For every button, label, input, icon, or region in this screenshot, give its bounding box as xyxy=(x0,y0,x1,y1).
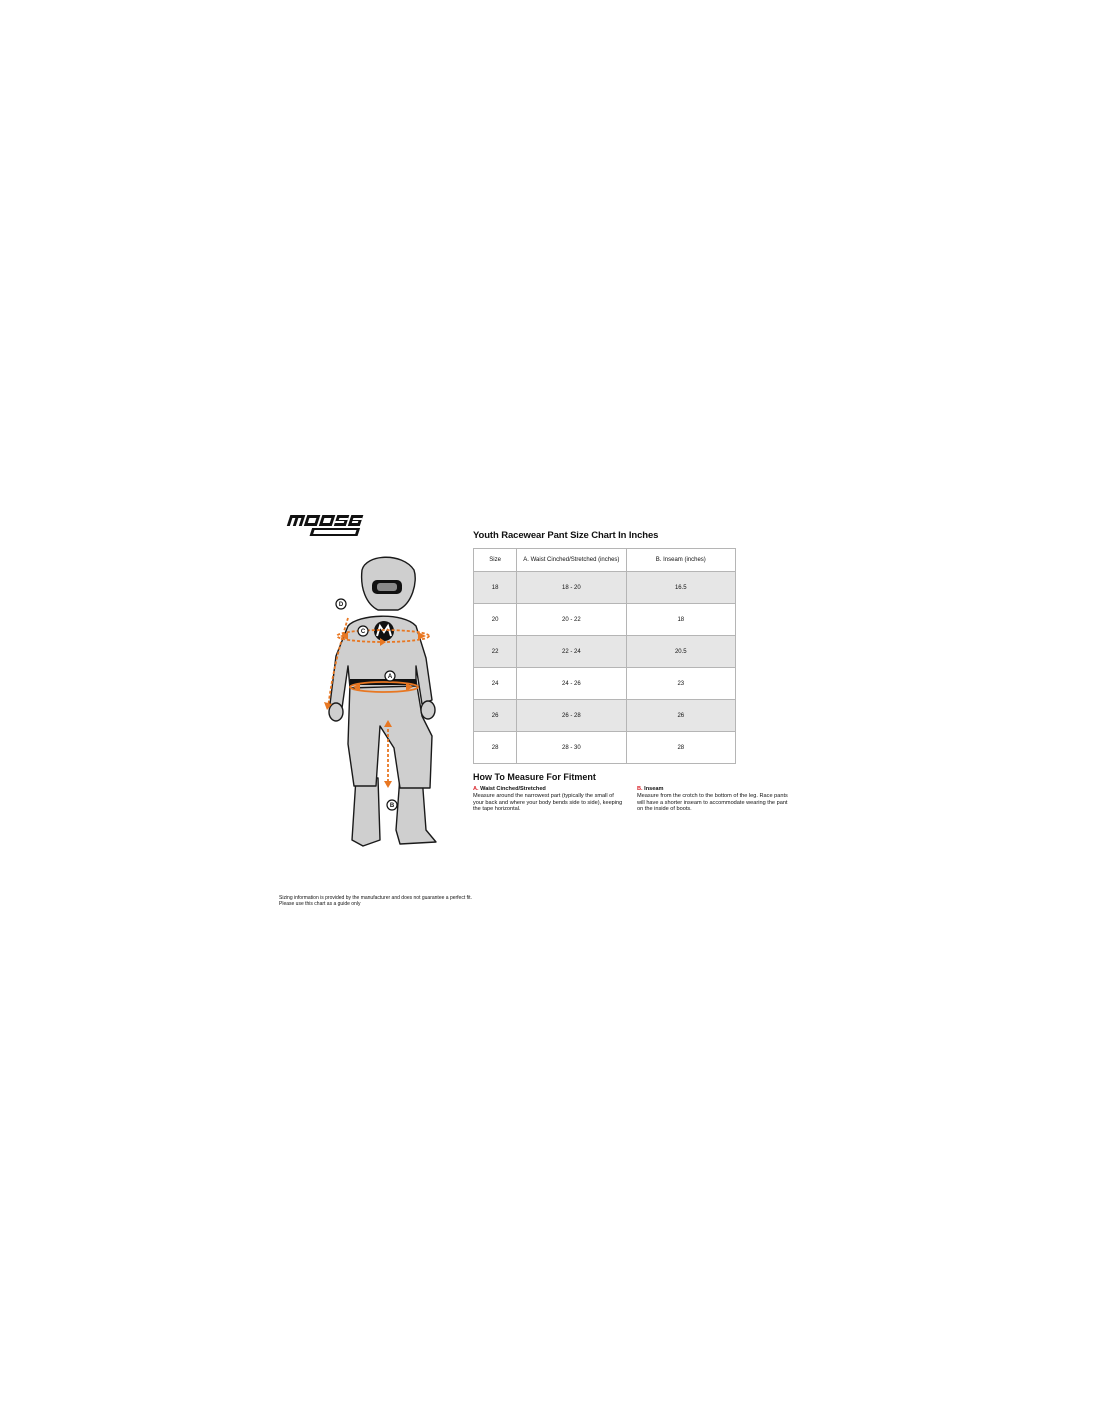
measurement-letter: A. xyxy=(473,786,479,792)
brand-logo xyxy=(279,513,371,539)
cell-size: 26 xyxy=(474,700,517,732)
table-row xyxy=(474,636,736,668)
marker-b: B xyxy=(389,803,395,809)
table-header-row xyxy=(474,549,736,572)
cell-waist: 20 - 22 xyxy=(517,604,626,636)
table-row xyxy=(474,732,736,764)
marker-a: A xyxy=(387,674,393,680)
cell-inseam: 18 xyxy=(626,604,735,636)
cell-size: 22 xyxy=(474,636,517,668)
cell-size: 24 xyxy=(474,668,517,700)
marker-d: D xyxy=(338,602,344,608)
marker-c: C xyxy=(360,629,366,635)
rider-measurement-illustration xyxy=(318,548,448,853)
measurement-description: Measure from the crotch to the bottom of the leg. Race pants will have a shorter inseam to accommodate wearing the pant on the inside of boots. xyxy=(637,792,788,813)
cell-waist: 18 - 20 xyxy=(517,572,626,604)
table-row xyxy=(474,668,736,700)
measurement-description: Measure around the narrowest part (typically the small of your back and where your body bends side to side), keeping the tape horizontal. xyxy=(473,792,623,813)
cell-inseam: 16.5 xyxy=(626,572,735,604)
cell-size: 18 xyxy=(474,572,517,604)
chart-title: Youth Racewear Pant Size Chart In Inches xyxy=(473,530,659,541)
cell-inseam: 28 xyxy=(626,732,735,764)
column-header-inseam: B. Inseam (inches) xyxy=(626,549,735,572)
measurement-inseam xyxy=(637,786,791,813)
cell-waist: 22 - 24 xyxy=(517,636,626,668)
measurement-heading: Waist Cinched/Stretched xyxy=(480,786,546,792)
cell-waist: 28 - 30 xyxy=(517,732,626,764)
cell-waist: 24 - 26 xyxy=(517,668,626,700)
table-row xyxy=(474,604,736,636)
size-chart-table xyxy=(473,548,736,764)
how-to-measure-title: How To Measure For Fitment xyxy=(473,772,596,782)
column-header-size: Size xyxy=(474,549,517,572)
cell-inseam: 26 xyxy=(626,700,735,732)
cell-size: 28 xyxy=(474,732,517,764)
table-row xyxy=(474,572,736,604)
cell-waist: 26 - 28 xyxy=(517,700,626,732)
measurement-letter: B. xyxy=(637,786,643,792)
measurement-waist xyxy=(473,786,625,813)
cell-inseam: 23 xyxy=(626,668,735,700)
moose-racing-logo-icon xyxy=(279,513,371,539)
measurement-heading: Inseam xyxy=(644,786,664,792)
cell-inseam: 20.5 xyxy=(626,636,735,668)
table-row xyxy=(474,700,736,732)
disclaimer-line: Please use this chart as a guide only xyxy=(279,901,361,908)
column-header-waist: A. Waist Cinched/Stretched (inches) xyxy=(517,549,626,572)
sizing-disclaimer xyxy=(279,895,479,908)
cell-size: 20 xyxy=(474,604,517,636)
disclaimer-line: Sizing information is provided by the manufacturer and does not guarantee a perfect fit. xyxy=(279,895,472,901)
